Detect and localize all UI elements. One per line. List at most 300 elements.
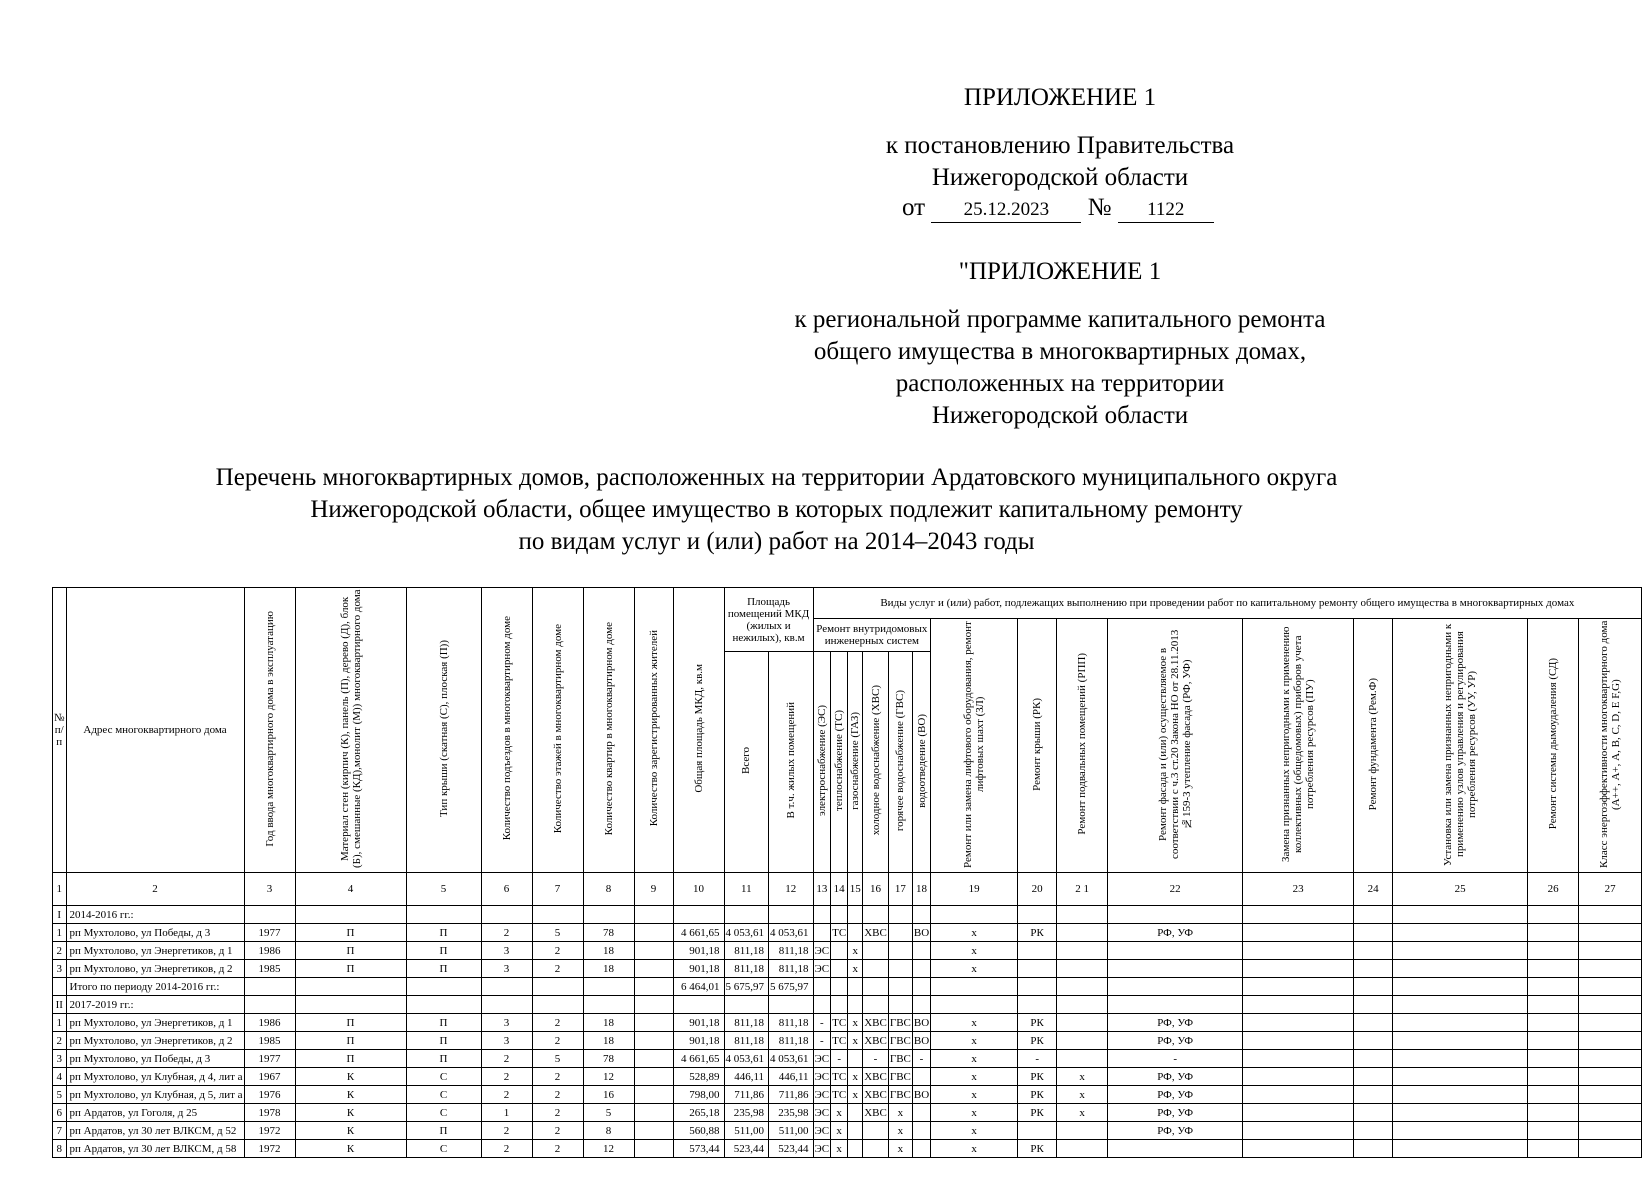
table-cell: 1978: [244, 1104, 295, 1122]
table-cell: 2: [532, 960, 583, 978]
table-cell: 1977: [244, 924, 295, 942]
table-cell: [1354, 1104, 1393, 1122]
address-cell: рп Ардатов, ул Гоголя, д 25: [66, 1104, 244, 1122]
table-cell: [1243, 1104, 1354, 1122]
table-cell: ГВС: [888, 1086, 912, 1104]
table-cell: х: [831, 1140, 848, 1158]
address-cell: рп Мухтолово, ул Энергетиков, д 2: [66, 960, 244, 978]
table-cell: х: [931, 1050, 1018, 1068]
column-number: 13: [813, 873, 831, 906]
table-cell: П: [295, 1050, 406, 1068]
table-cell: 18: [583, 1014, 634, 1032]
table-cell: х: [888, 1140, 912, 1158]
table-cell: -: [831, 1050, 848, 1068]
table-cell: [1354, 1122, 1393, 1140]
table-cell: х: [931, 1014, 1018, 1032]
column-number: 9: [634, 873, 673, 906]
table-cell: К: [295, 1068, 406, 1086]
table-cell: К: [295, 1122, 406, 1140]
table-cell: [1528, 978, 1579, 996]
table-cell: [634, 1086, 673, 1104]
table-cell: ХВС: [863, 1104, 889, 1122]
table-cell: 4 053,61: [724, 924, 769, 942]
column-number: 22: [1108, 873, 1243, 906]
header-entrances: [481, 588, 532, 873]
table-cell: РФ, УФ: [1108, 1086, 1243, 1104]
header-total-area: [673, 588, 724, 873]
table-cell: [848, 1050, 863, 1068]
table-cell: ТС: [831, 924, 848, 942]
table-cell: [1528, 996, 1579, 1014]
table-cell: [1108, 906, 1243, 924]
table-cell: 523,44: [769, 1140, 814, 1158]
table-cell: [1243, 978, 1354, 996]
column-number: 16: [863, 873, 889, 906]
table-cell: [1528, 1050, 1579, 1068]
table-cell: [1057, 924, 1108, 942]
header-area-total-text: Всего: [740, 747, 753, 774]
document-title: [60, 462, 1493, 558]
table-cell: 1976: [244, 1086, 295, 1104]
column-number: 25: [1393, 873, 1528, 906]
table-cell: [931, 906, 1018, 924]
table-cell: П: [295, 1014, 406, 1032]
table-cell: [863, 906, 889, 924]
header-flats: [583, 588, 634, 873]
table-cell: [1057, 1032, 1108, 1050]
header-entrances-text: Количество подъездов в многоквартирном доме: [500, 616, 513, 841]
table-row: [53, 942, 1642, 960]
table-cell: РК: [1018, 1014, 1057, 1032]
table-cell: [863, 996, 889, 1014]
table-cell: [1354, 1050, 1393, 1068]
table-cell: РК: [1018, 1140, 1057, 1158]
header-area-living: [769, 652, 814, 873]
table-cell: [1579, 942, 1642, 960]
total-row: [53, 978, 1642, 996]
table-cell: ГВС: [888, 1050, 912, 1068]
table-cell: [1393, 978, 1528, 996]
header-num: № п/п: [53, 588, 67, 873]
header-es: [813, 652, 831, 873]
table-cell: 2: [481, 1068, 532, 1086]
column-number: 7: [532, 873, 583, 906]
table-cell: 1972: [244, 1122, 295, 1140]
table-cell: [1528, 942, 1579, 960]
table-cell: [406, 906, 481, 924]
header-gvs-text: горячее водоснабжение (ГВС): [894, 689, 907, 832]
table-cell: х: [931, 1122, 1018, 1140]
table-cell: С: [406, 1068, 481, 1086]
table-cell: -: [813, 1032, 831, 1050]
table-cell: 8: [583, 1122, 634, 1140]
table-cell: [1393, 1140, 1528, 1158]
table-cell: 1985: [244, 1032, 295, 1050]
program-line-4: Нижегородской области: [931, 402, 1189, 429]
table-cell: П: [295, 942, 406, 960]
table-cell: [1243, 924, 1354, 942]
table-cell: ЭС: [813, 960, 831, 978]
table-cell: [634, 1050, 673, 1068]
table-cell: [912, 1068, 930, 1086]
table-cell: 3: [481, 960, 532, 978]
table-cell: [848, 978, 863, 996]
table-cell: ТС: [831, 1068, 848, 1086]
table-cell: С: [406, 1086, 481, 1104]
table-cell: [848, 1104, 863, 1122]
program-line-2: общего имущества в многоквартирных домах,: [813, 338, 1307, 365]
table-cell: [1354, 960, 1393, 978]
header-address: Адрес многоквартирного дома: [66, 588, 244, 873]
table-cell: [1579, 1068, 1642, 1086]
table-cell: х: [1057, 1068, 1108, 1086]
table-cell: х: [931, 960, 1018, 978]
table-cell: [1108, 960, 1243, 978]
table-cell: 235,98: [769, 1104, 814, 1122]
table-cell: [1057, 942, 1108, 960]
header-smoke-text: Ремонт системы дымоудаления (СД): [1547, 658, 1560, 830]
table-cell: 1: [53, 924, 67, 942]
table-cell: 811,18: [724, 1032, 769, 1050]
table-cell: 811,18: [724, 960, 769, 978]
table-cell: [1243, 1032, 1354, 1050]
header-wall-text: Материал стен (кирпич (К), панель (П), дерево (Д), блок (Б), смешанные (КД),монолит (М)) многоквартирного дома: [338, 589, 363, 868]
column-number: 14: [831, 873, 848, 906]
table-cell: 5: [532, 924, 583, 942]
table-cell: 18: [583, 942, 634, 960]
table-cell: х: [1057, 1104, 1108, 1122]
table-cell: [673, 906, 724, 924]
header-area-living-text: В т.ч. жилых помещений: [784, 702, 797, 819]
header-meters: [1243, 619, 1354, 873]
column-number: 1: [53, 873, 67, 906]
table-cell: х: [1057, 1086, 1108, 1104]
table-cell: 12: [583, 1140, 634, 1158]
decree-date-number: [902, 194, 1214, 223]
total-area-living: 5 675,97: [769, 978, 814, 996]
table-cell: [931, 978, 1018, 996]
table-cell: [1528, 906, 1579, 924]
table-row: [53, 1014, 1642, 1032]
table-cell: [912, 1104, 930, 1122]
header-gvs: [888, 652, 912, 873]
table-cell: [1579, 996, 1642, 1014]
table-cell: [1018, 996, 1057, 1014]
table-cell: [912, 1140, 930, 1158]
table-cell: 511,00: [724, 1122, 769, 1140]
header-lift: [931, 619, 1018, 873]
table-row: [53, 1122, 1642, 1140]
table-cell: 18: [583, 1032, 634, 1050]
table-cell: К: [295, 1140, 406, 1158]
table-cell: [1393, 1104, 1528, 1122]
table-cell: 3: [481, 1032, 532, 1050]
table-cell: [295, 906, 406, 924]
header-foundation-text: Ремонт фундамента (Рем.Ф): [1367, 677, 1380, 811]
table-cell: [863, 1122, 889, 1140]
table-cell: [831, 978, 848, 996]
table-cell: [1528, 924, 1579, 942]
table-cell: [1579, 1014, 1642, 1032]
header-year-text: Год ввода многоквартирного дома в эксплуатацию: [263, 610, 276, 847]
table-cell: 446,11: [769, 1068, 814, 1086]
table-cell: 901,18: [673, 1014, 724, 1032]
table-cell: ЭС: [813, 1140, 831, 1158]
table-cell: [931, 996, 1018, 1014]
table-cell: -: [863, 1050, 889, 1068]
table-cell: 16: [583, 1086, 634, 1104]
table-cell: [1579, 1122, 1642, 1140]
table-cell: РК: [1018, 1032, 1057, 1050]
table-row: [53, 960, 1642, 978]
table-cell: [673, 996, 724, 1014]
table-cell: 4 661,65: [673, 1050, 724, 1068]
table-cell: [1354, 1014, 1393, 1032]
table-cell: 2: [481, 1140, 532, 1158]
table-cell: [1579, 1140, 1642, 1158]
table-cell: ЭС: [813, 1068, 831, 1086]
table-cell: 4 053,61: [769, 1050, 814, 1068]
header-roof-repair-text: Ремонт крыши (РК): [1031, 697, 1044, 791]
table-cell: [1393, 1086, 1528, 1104]
table-cell: РФ, УФ: [1108, 1104, 1243, 1122]
header-energy-class: [1579, 619, 1642, 873]
table-cell: П: [406, 1032, 481, 1050]
table-cell: [1528, 1032, 1579, 1050]
column-number: 11: [724, 873, 769, 906]
title-line-3: по видам услуг и (или) работ на 2014–2043 годы: [518, 528, 1035, 555]
header-roof: [406, 588, 481, 873]
table-cell: 901,18: [673, 942, 724, 960]
table-cell: [1018, 1122, 1057, 1140]
table-cell: [1243, 1140, 1354, 1158]
title-line-1: Перечень многоквартирных домов, расположенных на территории Ардатовского муниципального округа: [215, 464, 1338, 491]
table-cell: [1243, 1068, 1354, 1086]
table-cell: 798,00: [673, 1086, 724, 1104]
table-cell: [481, 978, 532, 996]
table-cell: [1579, 1050, 1642, 1068]
table-cell: П: [295, 924, 406, 942]
table-cell: [406, 996, 481, 1014]
header-floors-text: Количество этажей в многоквартирном доме: [551, 623, 564, 834]
table-cell: 711,86: [724, 1086, 769, 1104]
total-area: 6 464,01: [673, 978, 724, 996]
header-roof-text: Тип крыши (скатная (С), плоская (П)): [437, 639, 450, 817]
table-cell: 3: [53, 1050, 67, 1068]
appendix-title: ПРИЛОЖЕНИЕ 1: [963, 84, 1157, 111]
table-cell: [1108, 942, 1243, 960]
table-cell: [1057, 1140, 1108, 1158]
column-number: 18: [912, 873, 930, 906]
table-row: [53, 1086, 1642, 1104]
table-cell: 1977: [244, 1050, 295, 1068]
table-cell: К: [295, 1104, 406, 1122]
table-cell: 2: [532, 1086, 583, 1104]
table-cell: [813, 906, 831, 924]
table-cell: 2: [532, 1140, 583, 1158]
table-cell: [848, 1122, 863, 1140]
table-cell: -: [912, 1050, 930, 1068]
header-hvs: [863, 652, 889, 873]
table-cell: [813, 978, 831, 996]
table-cell: К: [295, 1086, 406, 1104]
table-cell: [888, 978, 912, 996]
section-row: [53, 996, 1642, 1014]
table-cell: [1018, 942, 1057, 960]
address-cell: рп Мухтолово, ул Энергетиков, д 1: [66, 1014, 244, 1032]
table-cell: 528,89: [673, 1068, 724, 1086]
table-cell: [1393, 960, 1528, 978]
table-cell: 12: [583, 1068, 634, 1086]
table-cell: РК: [1018, 1068, 1057, 1086]
table-cell: 811,18: [724, 1014, 769, 1032]
table-cell: ГВС: [888, 1014, 912, 1032]
table-cell: [1393, 924, 1528, 942]
table-cell: [1243, 942, 1354, 960]
program-line-3: расположенных на территории: [895, 370, 1225, 397]
table-cell: [1393, 942, 1528, 960]
header-control-nodes-text: Установка или замена признанных непригодными к применению узлов управления и регулирования потребления ресурсов (УУ, УР): [1442, 622, 1479, 866]
header-basement: [1057, 619, 1108, 873]
table-cell: [1579, 1104, 1642, 1122]
table-cell: х: [888, 1104, 912, 1122]
table-cell: [634, 1014, 673, 1032]
total-area-all: 5 675,97: [724, 978, 769, 996]
table-cell: [532, 996, 583, 1014]
table-cell: 235,98: [724, 1104, 769, 1122]
table-cell: ЭС: [813, 1122, 831, 1140]
table-cell: ВО: [912, 924, 930, 942]
header-year: [244, 588, 295, 873]
program-reference: [740, 304, 1380, 432]
table-cell: ЭС: [813, 1050, 831, 1068]
table-cell: [1243, 1014, 1354, 1032]
table-cell: -: [1018, 1050, 1057, 1068]
total-label: Итого по периоду 2014-2016 гг.:: [66, 978, 244, 996]
table-cell: П: [295, 1032, 406, 1050]
table-cell: [1243, 996, 1354, 1014]
table-cell: П: [406, 960, 481, 978]
table-cell: 811,18: [769, 1032, 814, 1050]
header-foundation: [1354, 619, 1393, 873]
table-cell: [1393, 1068, 1528, 1086]
table-cell: 5: [583, 1104, 634, 1122]
table-cell: [863, 942, 889, 960]
table-cell: [583, 978, 634, 996]
header-residents: [634, 588, 673, 873]
table-row: [53, 1104, 1642, 1122]
table-cell: [1393, 996, 1528, 1014]
table-cell: 4 053,61: [769, 924, 814, 942]
address-cell: рп Ардатов, ул 30 лет ВЛКСМ, д 52: [66, 1122, 244, 1140]
table-cell: [813, 996, 831, 1014]
table-cell: [1354, 924, 1393, 942]
table-cell: 573,44: [673, 1140, 724, 1158]
table-cell: х: [848, 942, 863, 960]
table-cell: [634, 996, 673, 1014]
table-cell: ВО: [912, 1014, 930, 1032]
table-cell: х: [848, 1068, 863, 1086]
decree-number: 1122: [1118, 198, 1214, 223]
table-cell: [1057, 978, 1108, 996]
table-cell: [295, 996, 406, 1014]
table-cell: 5: [53, 1086, 67, 1104]
table-cell: [912, 1122, 930, 1140]
table-cell: 6: [53, 1104, 67, 1122]
number-sign: №: [1087, 194, 1112, 221]
address-cell: рп Мухтолово, ул Победы, д 3: [66, 924, 244, 942]
table-cell: 265,18: [673, 1104, 724, 1122]
table-cell: 4 661,65: [673, 924, 724, 942]
header-facade-text: Ремонт фасада и (или) осуществляемое в соответствии с ч.3 ст.20 Закона НО от 28.11.2013 №159-З утепление фасада (РФ, УФ): [1157, 629, 1194, 859]
decree-date: 25.12.2023: [931, 198, 1081, 223]
table-cell: х: [931, 1104, 1018, 1122]
table-cell: 1: [481, 1104, 532, 1122]
column-number: 24: [1354, 873, 1393, 906]
table-cell: 2: [53, 1032, 67, 1050]
table-cell: 2: [532, 1104, 583, 1122]
column-number: 15: [848, 873, 863, 906]
column-number: 26: [1528, 873, 1579, 906]
table-cell: П: [406, 924, 481, 942]
table-cell: 2: [532, 1122, 583, 1140]
table-cell: [634, 978, 673, 996]
section-number: I: [53, 906, 67, 924]
table-cell: х: [831, 1104, 848, 1122]
header-ts: [831, 652, 848, 873]
table-row: [53, 1032, 1642, 1050]
table-cell: П: [406, 1122, 481, 1140]
table-cell: 4: [53, 1068, 67, 1086]
header-meters-text: Замена признанных непригодными к применению коллективных (общедомовых) приборов учета потребления ресурсов (ПУ): [1280, 626, 1317, 862]
table-cell: [1354, 1140, 1393, 1158]
table-cell: х: [848, 1014, 863, 1032]
table-cell: 560,88: [673, 1122, 724, 1140]
column-number: 20: [1018, 873, 1057, 906]
table-cell: РФ, УФ: [1108, 924, 1243, 942]
table-cell: 523,44: [724, 1140, 769, 1158]
table-cell: [1528, 1014, 1579, 1032]
table-row: [53, 1140, 1642, 1158]
table-cell: 3: [481, 1014, 532, 1032]
decree-line-2: Нижегородской области: [931, 164, 1189, 191]
table-cell: С: [406, 1104, 481, 1122]
table-cell: ЭС: [813, 1104, 831, 1122]
table-cell: х: [931, 1032, 1018, 1050]
table-cell: ВО: [912, 1086, 930, 1104]
table-cell: [1393, 1032, 1528, 1050]
table-cell: [244, 996, 295, 1014]
houses-table: [52, 587, 1642, 1158]
table-cell: [1579, 960, 1642, 978]
table-cell: [1057, 906, 1108, 924]
table-cell: [912, 978, 930, 996]
table-cell: [831, 960, 848, 978]
table-cell: [1393, 1014, 1528, 1032]
table-cell: х: [931, 942, 1018, 960]
table-cell: [634, 1104, 673, 1122]
table-cell: [1057, 1050, 1108, 1068]
header-works-group: Виды услуг и (или) работ, подлежащих выполнению при проведении работ по капитальному ремонту общего имущества в многоквартирных домах: [813, 588, 1642, 619]
table-cell: 1967: [244, 1068, 295, 1086]
address-cell: рп Мухтолово, ул Клубная, д 5, лит а: [66, 1086, 244, 1104]
table-cell: [1579, 1086, 1642, 1104]
table-cell: [724, 906, 769, 924]
table-cell: РФ, УФ: [1108, 1068, 1243, 1086]
table-cell: [1018, 960, 1057, 978]
column-number: 2: [66, 873, 244, 906]
table-cell: [888, 960, 912, 978]
